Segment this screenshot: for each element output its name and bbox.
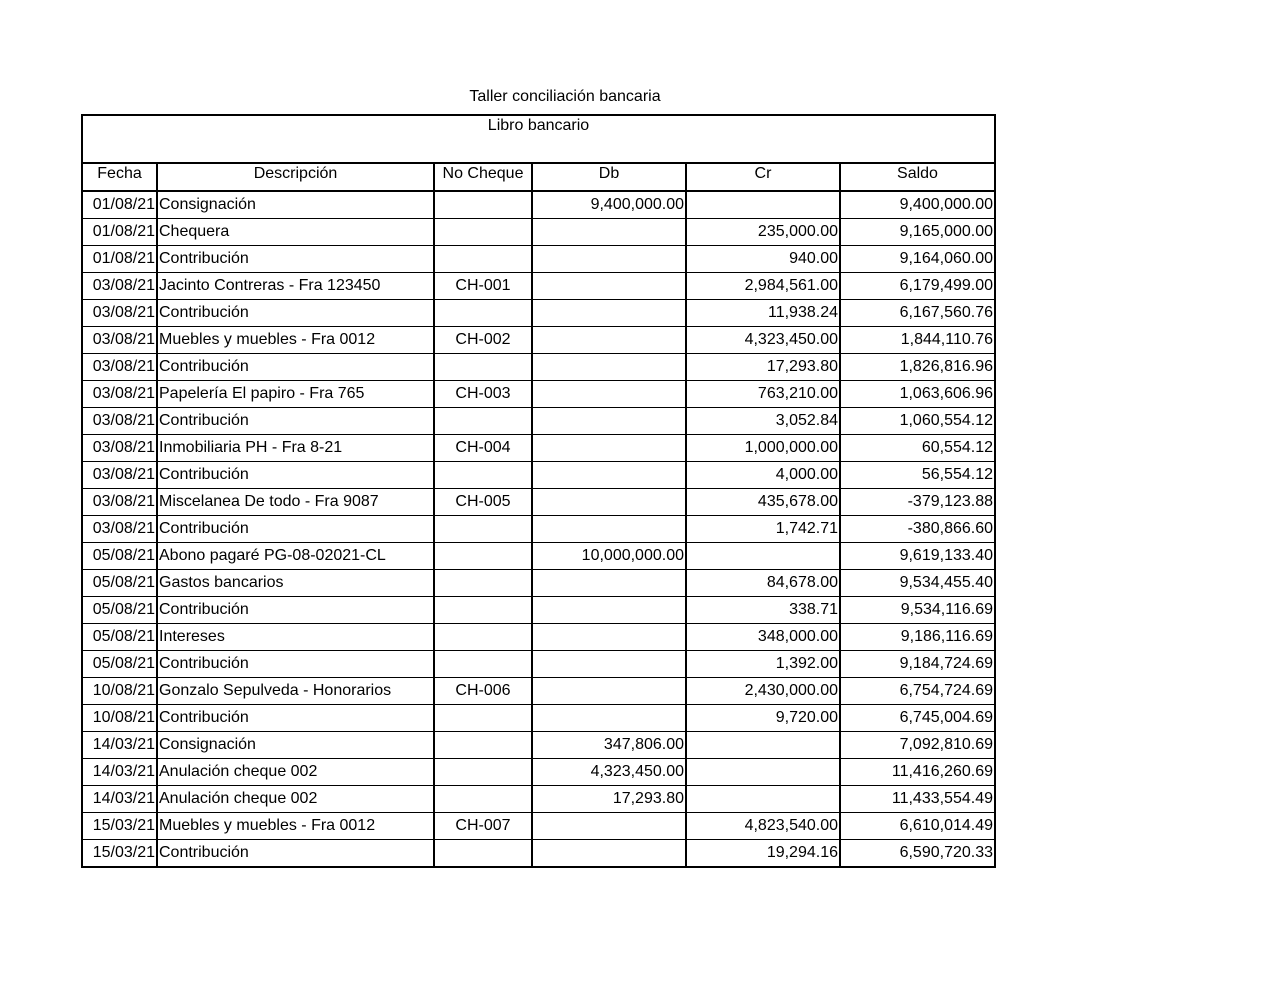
check-number-cell (434, 191, 532, 219)
description-cell: Gonzalo Sepulveda - Honorarios (157, 678, 434, 705)
balance-cell: 11,433,554.49 (840, 786, 995, 813)
check-number-cell (434, 543, 532, 570)
balance-cell: 11,416,260.69 (840, 759, 995, 786)
debit-cell: 4,323,450.00 (532, 759, 686, 786)
check-number-cell (434, 732, 532, 759)
table-row (82, 300, 995, 327)
debit-cell (532, 300, 686, 327)
description-cell: Consignación (157, 191, 434, 219)
date-cell: 01/08/21 (82, 191, 157, 219)
table-row (82, 813, 995, 840)
debit-cell (532, 327, 686, 354)
description-cell: Chequera (157, 219, 434, 246)
balance-cell: 6,754,724.69 (840, 678, 995, 705)
debit-cell (532, 705, 686, 732)
table-row (82, 651, 995, 678)
credit-cell: 4,323,450.00 (686, 327, 840, 354)
check-number-cell (434, 462, 532, 489)
credit-cell: 348,000.00 (686, 624, 840, 651)
debit-cell (532, 651, 686, 678)
date-cell: 05/08/21 (82, 624, 157, 651)
debit-cell: 17,293.80 (532, 786, 686, 813)
header-row (82, 163, 995, 191)
credit-cell: 1,742.71 (686, 516, 840, 543)
check-number-cell (434, 300, 532, 327)
description-cell: Muebles y muebles - Fra 0012 (157, 813, 434, 840)
description-cell: Contribución (157, 597, 434, 624)
table-row (82, 462, 995, 489)
column-header-no-cheque: No Cheque (434, 163, 532, 191)
credit-cell: 338.71 (686, 597, 840, 624)
check-number-cell: CH-002 (434, 327, 532, 354)
check-number-cell: CH-007 (434, 813, 532, 840)
balance-cell: 6,610,014.49 (840, 813, 995, 840)
balance-cell: 56,554.12 (840, 462, 995, 489)
column-header-db: Db (532, 163, 686, 191)
date-cell: 05/08/21 (82, 570, 157, 597)
balance-cell: 1,060,554.12 (840, 408, 995, 435)
ledger-table (81, 114, 996, 868)
check-number-cell (434, 759, 532, 786)
description-cell: Intereses (157, 624, 434, 651)
credit-cell: 2,430,000.00 (686, 678, 840, 705)
check-number-cell: CH-004 (434, 435, 532, 462)
table-row (82, 786, 995, 813)
balance-cell: 6,179,499.00 (840, 273, 995, 300)
credit-cell: 235,000.00 (686, 219, 840, 246)
balance-cell: 9,165,000.00 (840, 219, 995, 246)
date-cell: 10/08/21 (82, 705, 157, 732)
table-row (82, 408, 995, 435)
table-row (82, 597, 995, 624)
column-header-saldo: Saldo (840, 163, 995, 191)
table-row (82, 246, 995, 273)
balance-cell: 9,534,455.40 (840, 570, 995, 597)
date-cell: 15/03/21 (82, 813, 157, 840)
check-number-cell (434, 705, 532, 732)
description-cell: Contribución (157, 516, 434, 543)
date-cell: 14/03/21 (82, 786, 157, 813)
description-cell: Consignación (157, 732, 434, 759)
debit-cell (532, 462, 686, 489)
debit-cell (532, 381, 686, 408)
balance-cell: 1,826,816.96 (840, 354, 995, 381)
balance-cell: -379,123.88 (840, 489, 995, 516)
table-row (82, 435, 995, 462)
credit-cell: 84,678.00 (686, 570, 840, 597)
description-cell: Contribución (157, 408, 434, 435)
balance-cell: 9,164,060.00 (840, 246, 995, 273)
description-cell: Contribución (157, 705, 434, 732)
balance-cell: 6,745,004.69 (840, 705, 995, 732)
credit-cell: 940.00 (686, 246, 840, 273)
balance-cell: 60,554.12 (840, 435, 995, 462)
check-number-cell (434, 597, 532, 624)
check-number-cell (434, 408, 532, 435)
credit-cell (686, 759, 840, 786)
credit-cell: 11,938.24 (686, 300, 840, 327)
table-caption: Libro bancario (82, 115, 995, 163)
debit-cell (532, 435, 686, 462)
credit-cell: 1,000,000.00 (686, 435, 840, 462)
check-number-cell (434, 840, 532, 868)
date-cell: 14/03/21 (82, 759, 157, 786)
table-row (82, 705, 995, 732)
column-header-cr: Cr (686, 163, 840, 191)
check-number-cell: CH-006 (434, 678, 532, 705)
check-number-cell (434, 624, 532, 651)
date-cell: 03/08/21 (82, 435, 157, 462)
balance-cell: 9,400,000.00 (840, 191, 995, 219)
description-cell: Contribución (157, 651, 434, 678)
description-cell: Muebles y muebles - Fra 0012 (157, 327, 434, 354)
date-cell: 01/08/21 (82, 246, 157, 273)
balance-cell: 9,534,116.69 (840, 597, 995, 624)
credit-cell: 1,392.00 (686, 651, 840, 678)
description-cell: Contribución (157, 354, 434, 381)
check-number-cell: CH-005 (434, 489, 532, 516)
description-cell: Contribución (157, 462, 434, 489)
description-cell: Contribución (157, 300, 434, 327)
date-cell: 03/08/21 (82, 273, 157, 300)
table-row (82, 624, 995, 651)
description-cell: Gastos bancarios (157, 570, 434, 597)
ledger-body (82, 191, 995, 867)
date-cell: 03/08/21 (82, 327, 157, 354)
description-cell: Miscelanea De todo - Fra 9087 (157, 489, 434, 516)
column-header-fecha: Fecha (82, 163, 157, 191)
description-cell: Anulación cheque 002 (157, 759, 434, 786)
date-cell: 03/08/21 (82, 381, 157, 408)
debit-cell (532, 840, 686, 868)
table-row (82, 489, 995, 516)
balance-cell: 1,063,606.96 (840, 381, 995, 408)
date-cell: 05/08/21 (82, 651, 157, 678)
debit-cell: 10,000,000.00 (532, 543, 686, 570)
credit-cell: 2,984,561.00 (686, 273, 840, 300)
date-cell: 03/08/21 (82, 516, 157, 543)
credit-cell (686, 191, 840, 219)
table-row (82, 543, 995, 570)
date-cell: 03/08/21 (82, 489, 157, 516)
date-cell: 03/08/21 (82, 408, 157, 435)
date-cell: 03/08/21 (82, 462, 157, 489)
debit-cell (532, 813, 686, 840)
column-header-descripcion: Descripción (157, 163, 434, 191)
check-number-cell (434, 651, 532, 678)
table-row (82, 759, 995, 786)
table-row (82, 678, 995, 705)
credit-cell (686, 786, 840, 813)
debit-cell (532, 354, 686, 381)
description-cell: Abono pagaré PG-08-02021-CL (157, 543, 434, 570)
credit-cell: 3,052.84 (686, 408, 840, 435)
table-row (82, 516, 995, 543)
credit-cell: 17,293.80 (686, 354, 840, 381)
credit-cell: 435,678.00 (686, 489, 840, 516)
credit-cell: 19,294.16 (686, 840, 840, 868)
date-cell: 05/08/21 (82, 543, 157, 570)
credit-cell: 4,000.00 (686, 462, 840, 489)
debit-cell (532, 246, 686, 273)
date-cell: 03/08/21 (82, 354, 157, 381)
table-row (82, 732, 995, 759)
balance-cell: 6,167,560.76 (840, 300, 995, 327)
description-cell: Jacinto Contreras - Fra 123450 (157, 273, 434, 300)
debit-cell (532, 489, 686, 516)
description-cell: Contribución (157, 840, 434, 868)
debit-cell (532, 624, 686, 651)
check-number-cell: CH-001 (434, 273, 532, 300)
table-row (82, 840, 995, 868)
debit-cell (532, 570, 686, 597)
description-cell: Inmobiliaria PH - Fra 8-21 (157, 435, 434, 462)
debit-cell: 9,400,000.00 (532, 191, 686, 219)
balance-cell: 7,092,810.69 (840, 732, 995, 759)
debit-cell (532, 678, 686, 705)
description-cell: Papelería El papiro - Fra 765 (157, 381, 434, 408)
balance-cell: 6,590,720.33 (840, 840, 995, 868)
date-cell: 05/08/21 (82, 597, 157, 624)
credit-cell: 9,720.00 (686, 705, 840, 732)
table-row (82, 570, 995, 597)
debit-cell: 347,806.00 (532, 732, 686, 759)
table-row (82, 273, 995, 300)
description-cell: Contribución (157, 246, 434, 273)
balance-cell: 9,619,133.40 (840, 543, 995, 570)
table-row (82, 381, 995, 408)
check-number-cell (434, 219, 532, 246)
credit-cell (686, 732, 840, 759)
description-cell: Anulación cheque 002 (157, 786, 434, 813)
table-row (82, 354, 995, 381)
date-cell: 01/08/21 (82, 219, 157, 246)
balance-cell: 9,186,116.69 (840, 624, 995, 651)
date-cell: 10/08/21 (82, 678, 157, 705)
debit-cell (532, 516, 686, 543)
debit-cell (532, 408, 686, 435)
check-number-cell (434, 516, 532, 543)
page-title: Taller conciliación bancaria (469, 88, 661, 105)
table-row (82, 219, 995, 246)
balance-cell: 1,844,110.76 (840, 327, 995, 354)
date-cell: 03/08/21 (82, 300, 157, 327)
date-cell: 15/03/21 (92, 844, 155, 861)
credit-cell: 4,823,540.00 (686, 813, 840, 840)
debit-cell (532, 597, 686, 624)
check-number-cell (434, 786, 532, 813)
date-cell: 14/03/21 (82, 732, 157, 759)
table-row (82, 191, 995, 219)
credit-cell (686, 543, 840, 570)
balance-cell: -380,866.60 (840, 516, 995, 543)
table-row (82, 327, 995, 354)
debit-cell (532, 219, 686, 246)
check-number-cell: CH-003 (434, 381, 532, 408)
check-number-cell (434, 570, 532, 597)
credit-cell: 763,210.00 (686, 381, 840, 408)
debit-cell (532, 273, 686, 300)
balance-cell: 9,184,724.69 (840, 651, 995, 678)
check-number-cell (434, 246, 532, 273)
check-number-cell (434, 354, 532, 381)
